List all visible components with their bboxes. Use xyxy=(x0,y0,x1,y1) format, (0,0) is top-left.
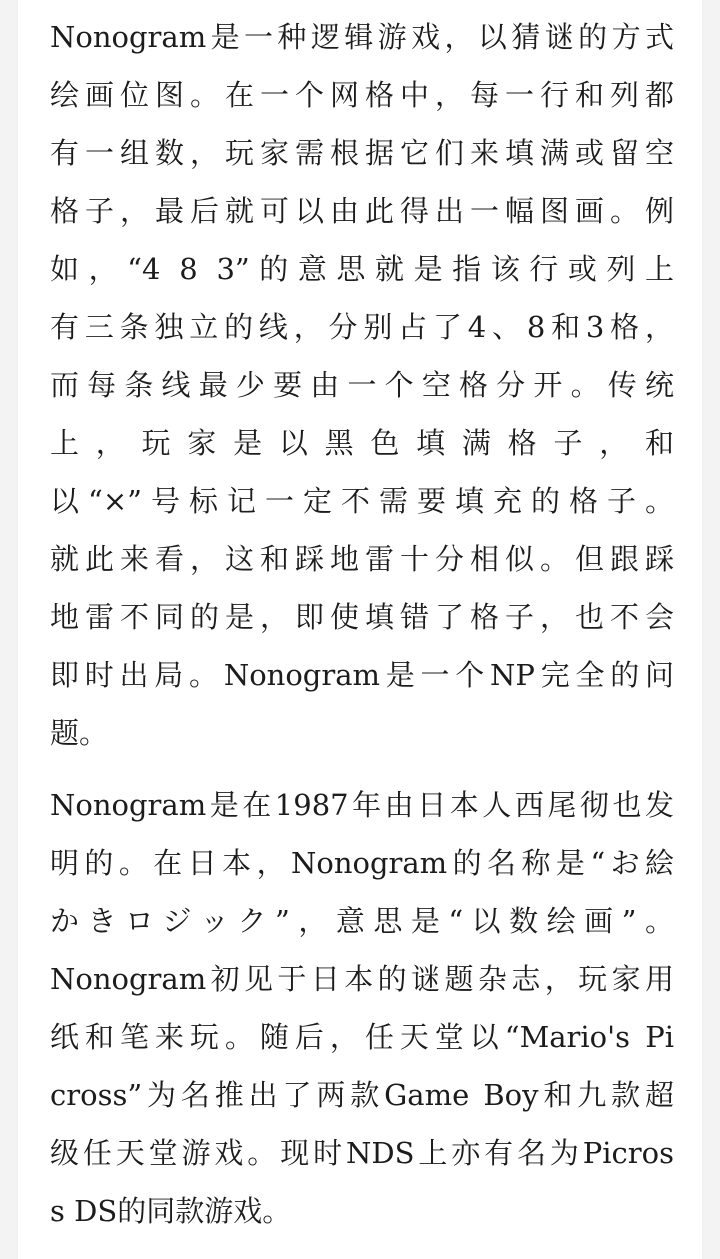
text-line: Nonogram是一种逻辑游戏，以猜谜的方式 xyxy=(50,20,674,54)
text-line: 有一组数，玩家需根据它们来填满或留空 xyxy=(50,136,674,170)
text-line: 即时出局。Nonogram是一个NP完全的问 xyxy=(50,658,674,692)
text-line: 如，“4 8 3”的意思就是指该行或列上 xyxy=(50,252,674,286)
text-line: 绘画位图。在一个网格中，每一行和列都 xyxy=(50,78,674,112)
text-line: Nonogram是在1987年由日本人西尾彻也发 xyxy=(50,788,674,822)
paragraph-history xyxy=(50,776,674,1240)
article-body xyxy=(50,8,674,1240)
page-background xyxy=(18,0,702,1259)
text-line: かきロジック”，意思是“以数绘画”。 xyxy=(50,904,674,938)
text-line: 级任天堂游戏。现时NDS上亦有名为Picros xyxy=(50,1136,674,1170)
text-line: 格子，最后就可以由此得出一幅图画。例 xyxy=(50,194,674,228)
text-line: 纸和笔来玩。随后，任天堂以“Mario's Pi xyxy=(50,1020,674,1054)
paragraph-definition xyxy=(50,8,674,762)
text-line: 题。 xyxy=(50,716,109,750)
text-line: 明的。在日本，Nonogram的名称是“お絵 xyxy=(50,846,674,880)
text-line: 而每条线最少要由一个空格分开。传统 xyxy=(50,368,674,402)
text-line: 有三条独立的线，分别占了4、8和3格， xyxy=(50,310,674,344)
text-line: Nonogram初见于日本的谜题杂志，玩家用 xyxy=(50,962,674,996)
paragraph-spacer xyxy=(50,762,674,776)
text-line: 地雷不同的是，即使填错了格子，也不会 xyxy=(50,600,674,634)
text-line: cross”为名推出了两款Game Boy和九款超 xyxy=(50,1078,674,1112)
text-line: 就此来看，这和踩地雷十分相似。但跟踩 xyxy=(50,542,674,576)
text-line: 以“×”号标记一定不需要填充的格子。 xyxy=(50,484,674,518)
text-line: 上，玩家是以黑色填满格子，和 xyxy=(50,426,674,460)
text-line: s DS的同款游戏。 xyxy=(50,1194,292,1228)
